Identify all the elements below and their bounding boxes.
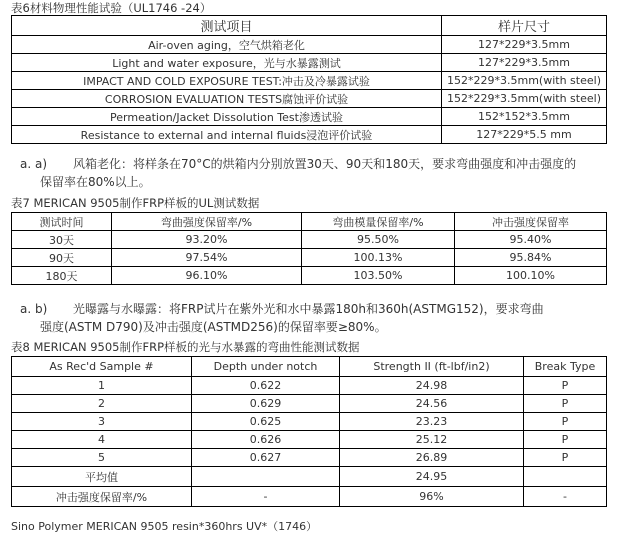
table-cell: P xyxy=(524,449,607,467)
table8-caption: 表8 MERICAN 9505制作FRP样板的光与水暴露的弯曲性能测试数据 xyxy=(11,340,360,354)
header-cell: 弯曲模量保留率/% xyxy=(302,213,455,231)
table-row xyxy=(12,36,607,54)
table-cell: 100.10% xyxy=(455,267,607,285)
table-cell: 95.50% xyxy=(302,231,455,249)
table-header-row xyxy=(12,213,607,231)
table-cell: 24.56 xyxy=(340,395,524,413)
ul-test-table xyxy=(11,212,607,285)
header-cell: 样片尺寸 xyxy=(442,16,607,36)
list-marker: a. a) xyxy=(20,157,48,171)
table-cell: 127*229*5.5 mm xyxy=(442,126,607,144)
table-cell: 103.50% xyxy=(302,267,455,285)
table-cell: 0.622 xyxy=(192,377,340,395)
table-row xyxy=(12,449,607,467)
header-cell: 测试时间 xyxy=(12,213,112,231)
table-header-row xyxy=(12,16,607,36)
header-cell: Break Type xyxy=(524,357,607,377)
table-row xyxy=(12,90,607,108)
table-row xyxy=(12,395,607,413)
table-cell: 24.95 xyxy=(340,467,524,487)
table-cell: IMPACT AND COLD EXPOSURE TEST:冲击及冷暴露试验 xyxy=(12,72,442,90)
header-cell: 测试项目 xyxy=(12,16,442,36)
table-cell: 23.23 xyxy=(340,413,524,431)
paragraph-text: 风箱老化：将样条在70°C的烘箱内分别放置30天、90天和180天，要求弯曲强度和冲击强度的 xyxy=(73,157,577,171)
table-cell: 3 xyxy=(12,413,192,431)
table-cell: Light and water exposure，光与水暴露测试 xyxy=(12,54,442,72)
table-cell: 30天 xyxy=(12,231,112,249)
table-cell: 0.625 xyxy=(192,413,340,431)
table-cell: Permeation/Jacket Dissolution Test渗透试验 xyxy=(12,108,442,126)
table-cell: - xyxy=(524,487,607,507)
table-cell: Air-oven aging，空气烘箱老化 xyxy=(12,36,442,54)
material-test-table xyxy=(11,15,607,144)
table-cell: Resistance to external and internal fluids浸泡评价试验 xyxy=(12,126,442,144)
paragraph-text: 光曝露与水曝露：将FRP试片在紫外光和水中暴露180h和360h(ASTMG152)，要求弯曲 xyxy=(73,302,544,316)
paragraph-line: 保留率在80%以上。 xyxy=(40,175,151,189)
table-cell: CORROSION EVALUATION TESTS腐蚀评价试验 xyxy=(12,90,442,108)
retention-row xyxy=(12,487,607,507)
flexural-test-table xyxy=(11,356,607,507)
table-row xyxy=(12,249,607,267)
table7-caption: 表7 MERICAN 9505制作FRP样板的UL测试数据 xyxy=(11,196,260,210)
table-cell: 24.98 xyxy=(340,377,524,395)
table-cell: 25.12 xyxy=(340,431,524,449)
table-cell: 93.20% xyxy=(112,231,302,249)
table-row xyxy=(12,377,607,395)
table-cell: 127*229*3.5mm xyxy=(442,54,607,72)
table-cell: - xyxy=(192,487,340,507)
table-row xyxy=(12,231,607,249)
table-row xyxy=(12,54,607,72)
table-cell: P xyxy=(524,413,607,431)
table-cell: 90天 xyxy=(12,249,112,267)
table-row xyxy=(12,108,607,126)
table-cell: 2 xyxy=(12,395,192,413)
table-row xyxy=(12,267,607,285)
table-cell: 26.89 xyxy=(340,449,524,467)
table-cell: 4 xyxy=(12,431,192,449)
paragraph-line: 强度(ASTM D790)及冲击强度(ASTMD256)的保留率要≥80%。 xyxy=(40,320,387,334)
table-cell: 平均值 xyxy=(12,467,192,487)
table-cell: 0.629 xyxy=(192,395,340,413)
table-cell: 96.10% xyxy=(112,267,302,285)
footer-note: Sino Polymer MERICAN 9505 resin*360hrs UV*（1746） xyxy=(11,520,318,533)
paragraph-line xyxy=(20,300,544,318)
table-cell xyxy=(524,467,607,487)
header-cell: Strength II (ft-lbf/in2) xyxy=(340,357,524,377)
header-cell: 冲击强度保留率 xyxy=(455,213,607,231)
table-cell: 冲击强度保留率/% xyxy=(12,487,192,507)
table-cell: P xyxy=(524,431,607,449)
table-row xyxy=(12,72,607,90)
table-cell: 97.54% xyxy=(112,249,302,267)
table-cell: 152*229*3.5mm(with steel) xyxy=(442,90,607,108)
average-row xyxy=(12,467,607,487)
table-row xyxy=(12,431,607,449)
table-cell: 100.13% xyxy=(302,249,455,267)
paragraph-a xyxy=(20,155,576,191)
table-cell xyxy=(192,467,340,487)
table-cell: 95.84% xyxy=(455,249,607,267)
paragraph-b xyxy=(20,300,544,336)
table-cell: 5 xyxy=(12,449,192,467)
table-cell: 152*229*3.5mm(with steel) xyxy=(442,72,607,90)
table-cell: P xyxy=(524,377,607,395)
table-row xyxy=(12,126,607,144)
paragraph-line xyxy=(20,155,576,173)
table-cell: 1 xyxy=(12,377,192,395)
header-cell: Depth under notch xyxy=(192,357,340,377)
table-header-row xyxy=(12,357,607,377)
table-cell: 180天 xyxy=(12,267,112,285)
table-cell: 96% xyxy=(340,487,524,507)
header-cell: 弯曲强度保留率/% xyxy=(112,213,302,231)
table-row xyxy=(12,413,607,431)
table6-caption: 表6材料物理性能试验（UL1746 -24） xyxy=(11,1,212,15)
table-cell: 127*229*3.5mm xyxy=(442,36,607,54)
table-cell: 152*152*3.5mm xyxy=(442,108,607,126)
table-cell: 95.40% xyxy=(455,231,607,249)
table-cell: P xyxy=(524,395,607,413)
header-cell: As Rec'd Sample # xyxy=(12,357,192,377)
table-cell: 0.627 xyxy=(192,449,340,467)
table-cell: 0.626 xyxy=(192,431,340,449)
list-marker: a. b) xyxy=(20,302,48,316)
